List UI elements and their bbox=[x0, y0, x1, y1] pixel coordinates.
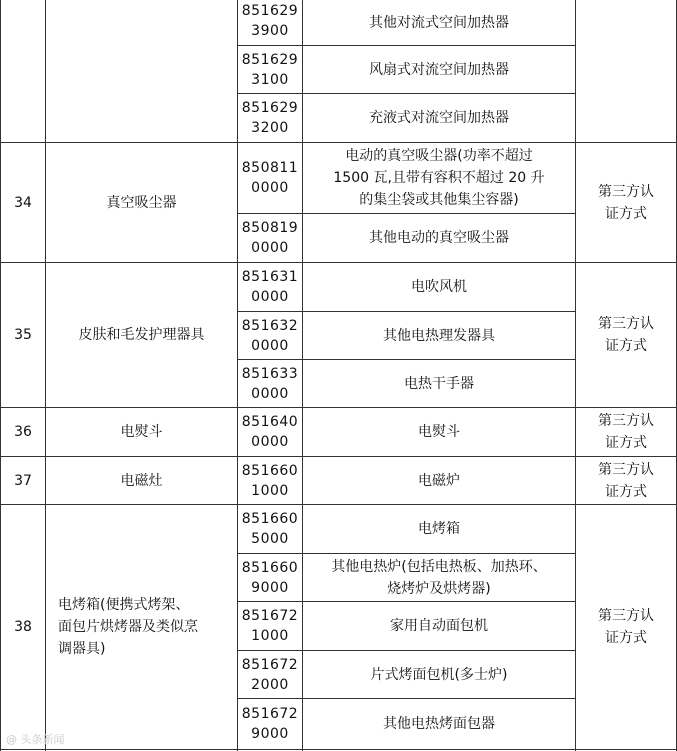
product-category-line: 皮肤和毛发护理器具 bbox=[78, 327, 205, 343]
product-category-line: 面包片烘烤器及类似烹 bbox=[58, 619, 198, 635]
product-desc-line: 电烤箱 bbox=[418, 521, 460, 537]
product-desc-line: 其他电热理发器具 bbox=[383, 327, 495, 344]
hs-code-line: 850819 bbox=[241, 220, 299, 236]
hs-code-line: 851640 bbox=[241, 414, 299, 430]
product-desc-cell bbox=[303, 263, 575, 311]
hs-code-cell bbox=[238, 408, 302, 456]
product-category-line: 调器具) bbox=[58, 641, 106, 657]
product-desc-line: 充液式对流空间加热器 bbox=[369, 110, 509, 126]
hs-code-line: 0000 bbox=[251, 385, 289, 402]
certification-mode-line: 证方式 bbox=[605, 630, 647, 646]
hs-code-line: 1000 bbox=[251, 482, 289, 499]
product-desc-cell bbox=[303, 360, 575, 407]
product-desc-line: 片式烤面包机(多士炉) bbox=[370, 666, 508, 683]
hs-code-cell bbox=[238, 554, 302, 601]
product-desc-line: 风扇式对流空间加热器 bbox=[369, 61, 509, 78]
certification-mode-line: 证方式 bbox=[605, 205, 647, 222]
hs-code-line: 851672 bbox=[241, 656, 299, 673]
product-desc-line: 电热干手器 bbox=[404, 375, 474, 392]
hs-code-line: 0000 bbox=[251, 434, 289, 450]
row-number: 38 bbox=[14, 619, 32, 635]
product-desc-cell bbox=[303, 312, 575, 359]
product-desc-cell bbox=[303, 143, 575, 213]
certification-mode-line: 证方式 bbox=[605, 435, 647, 451]
certification-mode bbox=[576, 143, 676, 262]
hs-code-line: 0000 bbox=[251, 289, 289, 305]
product-category bbox=[46, 143, 237, 262]
hs-code-line: 851660 bbox=[241, 559, 299, 576]
product-category bbox=[46, 457, 237, 504]
hs-code-cell bbox=[238, 46, 302, 93]
product-desc-line: 其他电动的真空吸尘器 bbox=[369, 230, 509, 246]
product-desc-line: 1500 瓦,且带有容积不超过 20 升 bbox=[333, 170, 545, 186]
product-desc-line: 电动的真空吸尘器(功率不超过 bbox=[345, 148, 533, 164]
hs-code-line: 851629 bbox=[241, 2, 299, 19]
product-desc-line: 其他电热炉(包括电热板、加热环、 bbox=[331, 558, 547, 575]
hs-code-cell bbox=[238, 94, 302, 142]
product-desc-cell bbox=[303, 699, 575, 749]
product-category bbox=[46, 263, 237, 407]
certification-mode-line: 第三方认 bbox=[598, 461, 654, 478]
product-desc-line: 其他电热烤面包器 bbox=[383, 716, 495, 732]
product-desc-line: 电熨斗 bbox=[418, 424, 460, 440]
product-desc-cell bbox=[303, 602, 575, 650]
product-desc-line: 的集尘袋或其他集尘容器) bbox=[359, 192, 519, 208]
hs-code-line: 9000 bbox=[251, 579, 289, 596]
hs-code-line: 2000 bbox=[251, 676, 289, 693]
hs-code-line: 5000 bbox=[251, 531, 289, 547]
product-desc-cell bbox=[303, 0, 575, 45]
product-category-line: 电熨斗 bbox=[120, 424, 163, 440]
certification-mode-line: 证方式 bbox=[605, 338, 647, 354]
hs-code-line: 851633 bbox=[241, 365, 299, 382]
hs-code-line: 850811 bbox=[241, 160, 299, 176]
hs-code-line: 851660 bbox=[241, 511, 299, 527]
product-desc-line: 电吹风机 bbox=[411, 279, 467, 295]
hs-code-line: 851672 bbox=[241, 706, 299, 722]
hs-code-line: 3900 bbox=[251, 22, 289, 39]
product-category bbox=[46, 408, 237, 456]
product-category-line: 电烤箱(便携式烤架、 bbox=[58, 597, 190, 613]
certification-mode-line: 第三方认 bbox=[598, 316, 654, 332]
row-number: 36 bbox=[14, 424, 32, 440]
hs-code-line: 851629 bbox=[241, 100, 299, 116]
certification-mode-line: 证方式 bbox=[605, 483, 647, 500]
product-desc-cell bbox=[303, 651, 575, 698]
hs-code-cell bbox=[238, 602, 302, 650]
table-border-bottom bbox=[0, 749, 677, 750]
certification-mode bbox=[576, 263, 676, 407]
hs-code-line: 851632 bbox=[241, 317, 299, 334]
product-category bbox=[46, 505, 237, 749]
hs-code-line: 851629 bbox=[241, 51, 299, 68]
product-category-line: 电磁灶 bbox=[120, 472, 163, 489]
hs-code-cell bbox=[238, 505, 302, 553]
hs-code-cell bbox=[238, 263, 302, 311]
hs-code-line: 0000 bbox=[251, 180, 289, 196]
watermark: @ 头条新闻 bbox=[6, 733, 65, 746]
hs-code-line: 851672 bbox=[241, 608, 299, 624]
hs-code-cell bbox=[238, 699, 302, 749]
certification-mode-line: 第三方认 bbox=[598, 183, 654, 200]
row-number: 35 bbox=[14, 327, 32, 343]
hs-code-cell bbox=[238, 214, 302, 262]
hs-code-line: 1000 bbox=[251, 628, 289, 644]
hs-code-cell bbox=[238, 360, 302, 407]
hs-code-line: 3200 bbox=[251, 120, 289, 136]
hs-code-line: 3100 bbox=[251, 71, 289, 88]
hs-code-cell bbox=[238, 0, 302, 45]
row-number: 37 bbox=[14, 472, 32, 489]
product-desc-cell bbox=[303, 408, 575, 456]
product-desc-cell bbox=[303, 505, 575, 553]
certification-mode bbox=[576, 408, 676, 456]
row-number: 34 bbox=[14, 194, 32, 211]
product-desc-line: 烧烤炉及烘烤器) bbox=[387, 580, 491, 597]
hs-code-line: 851660 bbox=[241, 462, 299, 479]
product-desc-line: 家用自动面包机 bbox=[390, 618, 488, 634]
hs-code-line: 0000 bbox=[251, 240, 289, 256]
certification-mode bbox=[576, 505, 676, 749]
product-category-line: 真空吸尘器 bbox=[106, 194, 177, 211]
product-desc-cell bbox=[303, 554, 575, 601]
hs-code-cell bbox=[238, 651, 302, 698]
product-desc-cell bbox=[303, 46, 575, 93]
hs-code-line: 851631 bbox=[241, 269, 299, 285]
certification-mode-line: 第三方认 bbox=[598, 413, 654, 429]
hs-code-line: 9000 bbox=[251, 726, 289, 742]
certification-mode bbox=[576, 457, 676, 504]
hs-code-cell bbox=[238, 457, 302, 504]
product-desc-line: 电磁炉 bbox=[418, 472, 460, 489]
product-desc-cell bbox=[303, 214, 575, 262]
certification-mode-line: 第三方认 bbox=[598, 608, 654, 624]
product-desc-cell bbox=[303, 94, 575, 142]
product-desc-line: 其他对流式空间加热器 bbox=[369, 14, 509, 31]
product-desc-cell bbox=[303, 457, 575, 504]
hs-code-line: 0000 bbox=[251, 337, 289, 354]
hs-code-cell bbox=[238, 143, 302, 213]
hs-code-cell bbox=[238, 312, 302, 359]
